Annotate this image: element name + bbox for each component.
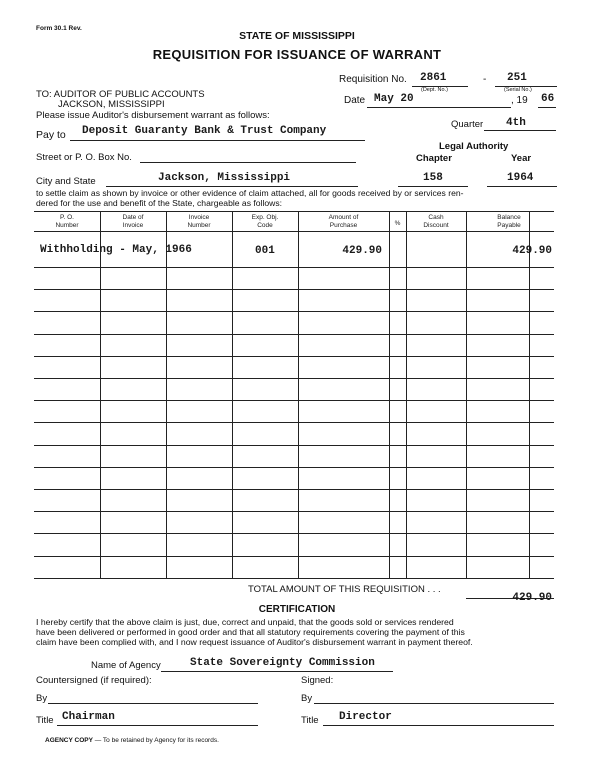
total-label: TOTAL AMOUNT OF THIS REQUISITION . . . bbox=[248, 584, 441, 595]
dept-no-caption: (Dept. No.) bbox=[421, 87, 448, 93]
city-state-label: City and State bbox=[36, 176, 96, 187]
certification-line-1: I hereby certify that the above claim is just, due, correct and unpaid, that the goods sold or services rendered bbox=[36, 617, 454, 627]
title-value-left[interactable]: Chairman bbox=[62, 711, 115, 723]
by-line-right bbox=[314, 703, 554, 704]
certification-line-3: claim have been complied with, and I now request issuance of Auditor's disbursement warrant in payment thereof. bbox=[36, 637, 473, 647]
agency-copy-note bbox=[45, 737, 219, 744]
table-row-line bbox=[34, 311, 554, 312]
please-issue-text: Please issue Auditor's disbursement warrant as follows: bbox=[36, 110, 270, 121]
title-line-left bbox=[57, 725, 258, 726]
col-header-cash: Cash Discount bbox=[423, 214, 449, 229]
serial-no-caption: (Serial No.) bbox=[504, 87, 532, 93]
year-value[interactable]: 1964 bbox=[507, 172, 534, 184]
settle-text-1: to settle claim as shown by invoice or other evidence of claim attached, all for goods received by or services ren- bbox=[36, 188, 464, 198]
table-row-line bbox=[34, 356, 554, 357]
year-label: Year bbox=[511, 153, 532, 164]
by-line-left bbox=[48, 703, 258, 704]
table-row-line bbox=[34, 267, 554, 268]
table-row-line bbox=[34, 533, 554, 534]
legal-authority-label: Legal Authority bbox=[439, 141, 509, 152]
pay-to-value[interactable]: Deposit Guaranty Bank & Trust Company bbox=[82, 125, 327, 137]
row-description[interactable]: Withholding - May, 1966 bbox=[40, 244, 192, 256]
pay-to-label: Pay to bbox=[36, 129, 66, 141]
date-year-prefix: , 19 bbox=[511, 95, 528, 106]
to-jackson: JACKSON, MISSISSIPPI bbox=[58, 99, 165, 110]
countersigned-label: Countersigned (if required): bbox=[36, 675, 152, 686]
by-label-left: By bbox=[36, 693, 48, 704]
certification-heading: CERTIFICATION bbox=[258, 604, 336, 615]
table-row-line bbox=[34, 378, 554, 379]
agency-label: Name of Agency bbox=[91, 660, 161, 671]
table-row-line bbox=[34, 445, 554, 446]
quarter-label: Quarter bbox=[451, 119, 484, 130]
col-header-date: Date of Invoice bbox=[122, 214, 144, 229]
city-state-line bbox=[106, 186, 358, 187]
date-value[interactable]: May 20 bbox=[374, 93, 414, 105]
chapter-line bbox=[398, 186, 468, 187]
year-value-line bbox=[487, 186, 557, 187]
dept-no-value[interactable]: 2861 bbox=[420, 72, 447, 84]
col-header-exp-code: Exp. Obj. Code bbox=[251, 214, 279, 229]
state-heading: STATE OF MISSISSIPPI bbox=[239, 30, 355, 42]
form-number: Form 30.1 Rev. bbox=[36, 25, 82, 32]
quarter-line bbox=[484, 130, 556, 131]
table-header-border bbox=[34, 231, 554, 232]
total-value[interactable]: 429.90 bbox=[512, 592, 552, 604]
quarter-value[interactable]: 4th bbox=[506, 117, 526, 129]
table-row-line bbox=[34, 467, 554, 468]
year-line bbox=[538, 107, 556, 108]
agency-line bbox=[161, 671, 393, 672]
col-header-amount: Amount of Purchase bbox=[328, 214, 359, 229]
table-row-line bbox=[34, 422, 554, 423]
chapter-label: Chapter bbox=[416, 153, 452, 164]
chapter-value[interactable]: 158 bbox=[423, 172, 443, 184]
table-row-line bbox=[34, 400, 554, 401]
agency-copy-rest: — To be retained by Agency for its records. bbox=[92, 737, 219, 744]
to-auditor: TO: AUDITOR OF PUBLIC ACCOUNTS bbox=[36, 89, 205, 100]
title-label-right: Title bbox=[301, 715, 319, 726]
table-row-line bbox=[34, 556, 554, 557]
table-row-line bbox=[34, 289, 554, 290]
table-row-line bbox=[34, 334, 554, 335]
title-line-right bbox=[323, 725, 554, 726]
page-title: REQUISITION FOR ISSUANCE OF WARRANT bbox=[152, 47, 442, 62]
street-label: Street or P. O. Box No. bbox=[36, 152, 132, 163]
col-header-invoice: Invoice Number bbox=[187, 214, 211, 229]
by-label-right: By bbox=[301, 693, 313, 704]
col-header-balance: Balance Payable bbox=[497, 214, 521, 229]
title-label-left: Title bbox=[36, 715, 54, 726]
date-year-value[interactable]: 66 bbox=[541, 93, 555, 105]
items-table bbox=[34, 211, 554, 579]
date-line bbox=[367, 107, 511, 108]
street-line bbox=[140, 162, 356, 163]
date-label: Date bbox=[344, 95, 366, 106]
serial-no-value[interactable]: 251 bbox=[507, 72, 527, 84]
col-header-po: P. O. Number bbox=[55, 214, 79, 229]
title-value-right[interactable]: Director bbox=[339, 711, 392, 723]
row-exp-code[interactable]: 001 bbox=[255, 245, 275, 257]
row-balance[interactable]: 429.90 bbox=[512, 245, 552, 257]
table-top-border bbox=[34, 211, 554, 212]
certification-line-2: have been delivered or performed in good order and that all statutory requirements covering the payment of this bbox=[36, 627, 465, 637]
agency-value[interactable]: State Sovereignty Commission bbox=[190, 657, 375, 669]
requisition-separator: - bbox=[483, 74, 487, 85]
row-amount[interactable]: 429.90 bbox=[342, 245, 382, 257]
requisition-label: Requisition No. bbox=[339, 74, 407, 85]
city-state-value[interactable]: Jackson, Mississippi bbox=[158, 172, 291, 184]
agency-copy-bold: AGENCY COPY bbox=[45, 737, 93, 744]
table-row-line bbox=[34, 489, 554, 490]
col-header-percent: % bbox=[394, 220, 401, 227]
pay-to-line bbox=[70, 140, 365, 141]
table-bottom-border bbox=[34, 578, 554, 579]
table-row-line bbox=[34, 511, 554, 512]
settle-text-2: dered for the use and benefit of the State, chargeable as follows: bbox=[36, 198, 283, 208]
signed-label: Signed: bbox=[301, 675, 334, 686]
